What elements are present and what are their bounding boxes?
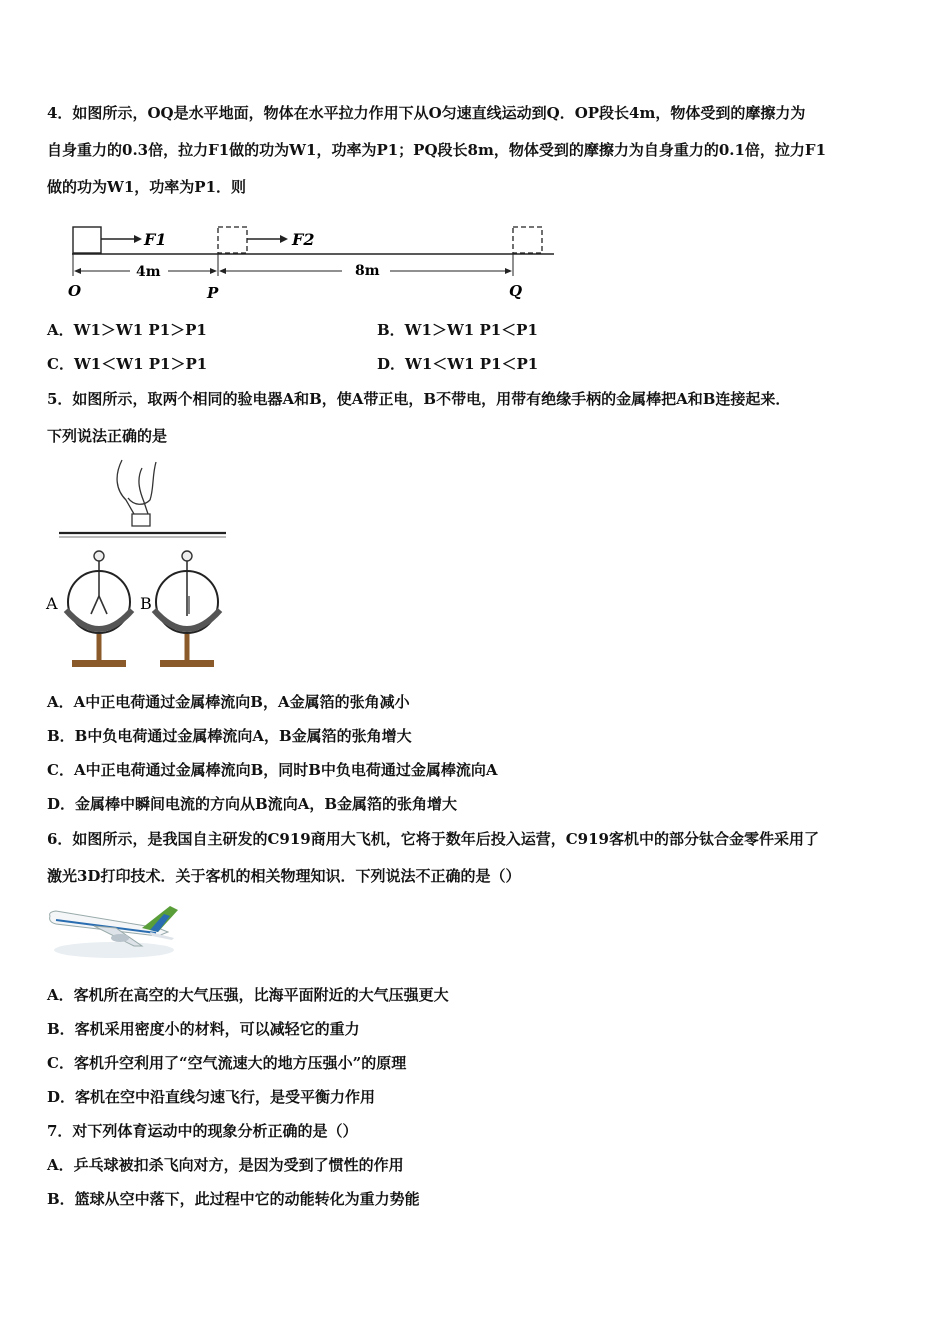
q6-stem-line1: 6．如图所示，是我国自主研发的C919商用大飞机，它将于数年后投入运营，C919客机中的部分钛合金零件采用了 (47, 830, 819, 848)
q5-stem-line2: 下列说法正确的是 (47, 427, 168, 445)
q6-option-a[interactable]: A．客机所在高空的大气压强，比海平面附近的大气压强更大 (47, 986, 449, 1004)
electroscope-a-label: A (46, 594, 58, 613)
block-at-q (513, 227, 542, 253)
q5-option-b[interactable]: B．B中负电荷通过金属棒流向A，B金属箔的张角增大 (47, 727, 412, 745)
electroscope-a (45, 551, 132, 667)
q7-stem-line1: 7．对下列体育运动中的现象分析正确的是（） (47, 1122, 358, 1140)
f1-label: F1 (144, 230, 167, 249)
q4-stem-line3: 做的功为W1，功率为P1．则 (47, 178, 247, 196)
q7-option-b[interactable]: B．篮球从空中落下，此过程中它的动能转化为重力势能 (47, 1190, 420, 1208)
q4-stem-line1: 4．如图所示，OQ是水平地面，物体在水平拉力作用下从O匀速直线运动到Q．OP段长4m，物体受到的摩擦力为 (47, 104, 806, 122)
q6-option-d[interactable]: D．客机在空中沿直线匀速飞行，是受平衡力作用 (47, 1088, 376, 1106)
q4-option-a[interactable]: A．W1＞W1 P1＞P1 (47, 321, 207, 339)
q4-option-d[interactable]: D．W1＜W1 P1＜P1 (377, 355, 539, 373)
point-o-label: O (68, 282, 82, 300)
block-at-p (218, 227, 247, 253)
segment-pq-length: 8m (355, 263, 380, 279)
hand-illustration (117, 460, 156, 526)
electroscope-b-label: B (140, 594, 152, 613)
q6-option-c[interactable]: C．客机升空利用了“空气流速大的地方压强小”的原理 (47, 1054, 407, 1072)
electroscope-b (140, 551, 220, 667)
q6-stem-line2: 激光3D打印技术．关于客机的相关物理知识．下列说法不正确的是（） (47, 867, 521, 885)
q5-option-c[interactable]: C．A中正电荷通过金属棒流向B，同时B中负电荷通过金属棒流向A (47, 761, 498, 779)
q4-option-c[interactable]: C．W1＜W1 P1＞P1 (47, 355, 208, 373)
q4-motion-diagram (60, 218, 560, 304)
q7-option-a[interactable]: A．乒乓球被扣杀飞向对方，是因为受到了惯性的作用 (47, 1156, 404, 1174)
point-p-label: P (207, 284, 219, 302)
q5-option-a[interactable]: A．A中正电荷通过金属棒流向B，A金属箔的张角减小 (47, 693, 410, 711)
q4-option-b[interactable]: B．W1＞W1 P1＜P1 (377, 321, 538, 339)
q5-option-d[interactable]: D．金属棒中瞬间电流的方向从B流向A，B金属箔的张角增大 (47, 795, 458, 813)
point-q-label: Q (509, 282, 523, 300)
q5-stem-line1: 5．如图所示，取两个相同的验电器A和B，使A带正电，B不带电，用带有绝缘手柄的金属棒把A和B连接起来． (47, 390, 791, 408)
f2-label: F2 (292, 230, 315, 249)
block-at-o (73, 227, 101, 253)
q5-electroscope-figure (44, 456, 229, 674)
segment-op-length: 4m (136, 264, 161, 280)
c919-airplane-image (46, 902, 182, 962)
q4-stem-line2: 自身重力的0.3倍，拉力F1做的功为W1，功率为P1；PQ段长8m，物体受到的摩擦力为自身重力的0.1倍，拉力F1 (47, 141, 827, 159)
q6-option-b[interactable]: B．客机采用密度小的材料，可以减轻它的重力 (47, 1020, 360, 1038)
